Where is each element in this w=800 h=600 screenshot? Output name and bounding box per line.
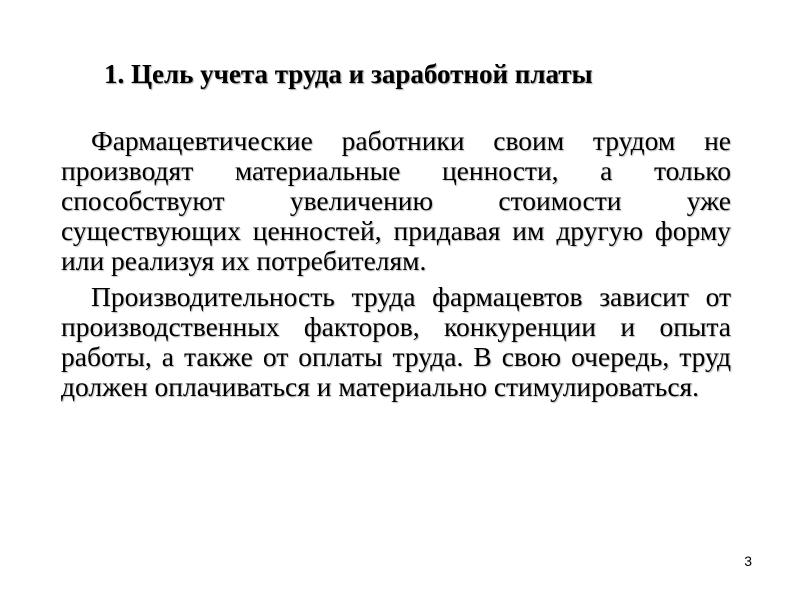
paragraph-labor-productivity: Производительность труда фармацевтов зависит от производственных факторов, конкуренции и опыта работы, а также от оплаты труда. В свою очередь, труд должен оплачиваться и материально стимулироваться. [61, 281, 731, 402]
slide-title: 1. Цель учета труда и заработной платы [104, 59, 593, 89]
page-number: 3 [744, 553, 752, 569]
slide-body [61, 126, 731, 408]
paragraph-pharmacy-workers: Фармацевтические работники своим трудом не производят материальные ценности, а только способствуют увеличению стоимости уже существующих ценностей, придавая им другую форму или реализуя их потребителям. [61, 125, 731, 276]
